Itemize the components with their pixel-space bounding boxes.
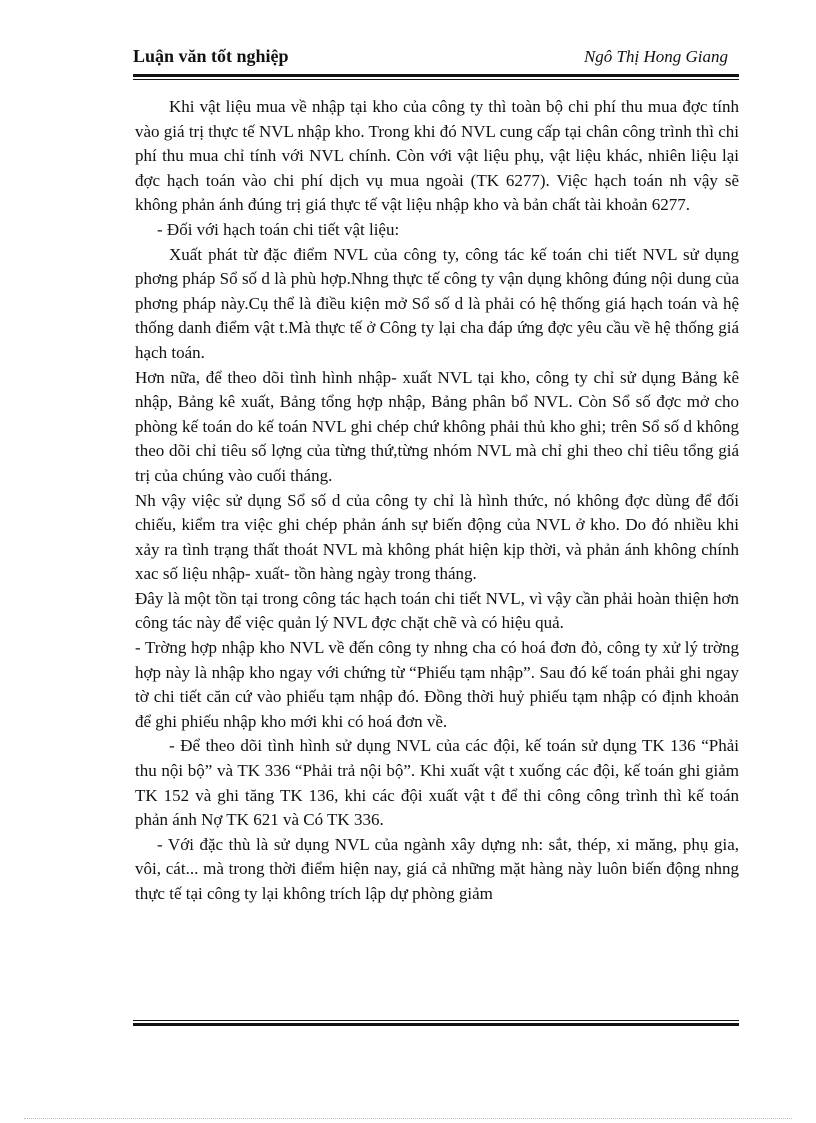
paragraph: Xuất phát từ đặc điểm NVL của công ty, công tác kế toán chi tiết NVL sử dụng phơng pháp Sổ số d là phù hợp.Nhng thực tế công ty vận dụng không đúng nội dung của phơng pháp này.Cụ thể là điều kiện mở Sổ số d là phải có hệ thống giá hạch toán và hệ thống danh điểm vật t.Mà thực tế ở Công ty lại cha đáp ứng đợc yêu cầu về hệ thống giá hạch toán.: [135, 244, 739, 362]
body-text: [135, 95, 739, 907]
footer-rule-thick: [133, 1023, 739, 1026]
paragraph: Khi vật liệu mua về nhập tại kho của công ty thì toàn bộ chi phí thu mua đợc tính vào giá trị thực tế NVL nhập kho. Trong khi đó NVL cung cấp tại chân công trình thì chi phí thu mua chỉ tính với NVL chính. Còn với vật liệu phụ, vật liệu khác, nhiên liệu lại đợc hạch toán vào chi phí dịch vụ mua ngoài (TK 6277). Việc hạch toán nh vậy sẽ không phản ánh đúng trị giá thực tế vật liệu nhập kho và bản chất tài khoản 6277.: [135, 97, 739, 215]
paragraph: - Để theo dõi tình hình sử dụng NVL của các đội, kế toán sử dụng TK 136 “Phải thu nội bộ” và TK 336 “Phải trả nội bộ”. Khi xuất vật t xuống các đội, kế toán ghi giảm TK 152 và ghi tăng TK 136, khi các đội xuất vật t để thi công công trình thì kế toán phản ánh Nợ TK 621 và Có TK 336.: [135, 736, 739, 830]
paragraph: Đây là một tồn tại trong công tác hạch toán chi tiết NVL, vì vậy cần phải hoàn thiện hơn công tác này để việc quản lý NVL đợc chặt chẽ và có hiệu quả.: [135, 588, 739, 633]
paragraph: - Với đặc thù là sử dụng NVL của ngành xây dựng nh: sắt, thép, xi măng, phụ gia, vôi, cát... mà trong thời điểm hiện nay, giá cả những mặt hàng này luôn biến động nhng thực tế tại công ty lại không trích lập dự phòng giảm: [135, 834, 739, 903]
header-rule-thick: [133, 74, 739, 77]
page-edge-dotted-line: [24, 1118, 792, 1119]
header-rule-thin: [133, 79, 739, 80]
paragraph: Nh vậy việc sử dụng Sổ số d của công ty chỉ là hình thức, nó không đợc dùng để đối chiếu, kiểm tra việc ghi chép phản ánh sự biến động của NVL ở kho. Do đó nhiều khi xảy ra tình trạng thất thoát NVL mà không phát hiện kịp thời, và phản ánh không chính xac số liệu nhập- xuất- tồn hàng ngày trong tháng.: [135, 490, 739, 584]
page-header: [133, 46, 728, 72]
paragraph: - Đối với hạch toán chi tiết vật liệu:: [157, 219, 400, 239]
paragraph: - Trờng hợp nhập kho NVL về đến công ty nhng cha có hoá đơn đỏ, công ty xử lý trờng hợp này là nhập kho ngay với chứng từ “Phiếu tạm nhập”. Sau đó kế toán phải ghi ngay tờ chi tiết căn cứ vào phiếu tạm nhập đó. Đồng thời huỷ phiếu tạm nhập có định khoản để ghi phiếu nhập kho mới khi có hoá đơn về.: [135, 638, 739, 731]
footer-rule-thin: [133, 1020, 739, 1021]
paragraph: Hơn nữa, để theo dõi tình hình nhập- xuất NVL tại kho, công ty chỉ sử dụng Bảng kê nhập, Bảng kê xuất, Bảng tổng hợp nhập, Bảng phân bổ NVL. Còn Sổ số đợc mở cho phòng kế toán do kế toán NVL ghi chép chứ không phải thủ kho ghi; trên Sổ số d không theo dõi chỉ tiêu số lợng của từng thứ,từng nhóm NVL mà chỉ ghi theo chỉ tiêu tổng giá trị của chúng vào cuối tháng.: [135, 367, 739, 485]
author-name: Ngô Thị Hong Giang: [583, 47, 728, 66]
thesis-title: Luận văn tốt nghiệp: [133, 46, 289, 66]
